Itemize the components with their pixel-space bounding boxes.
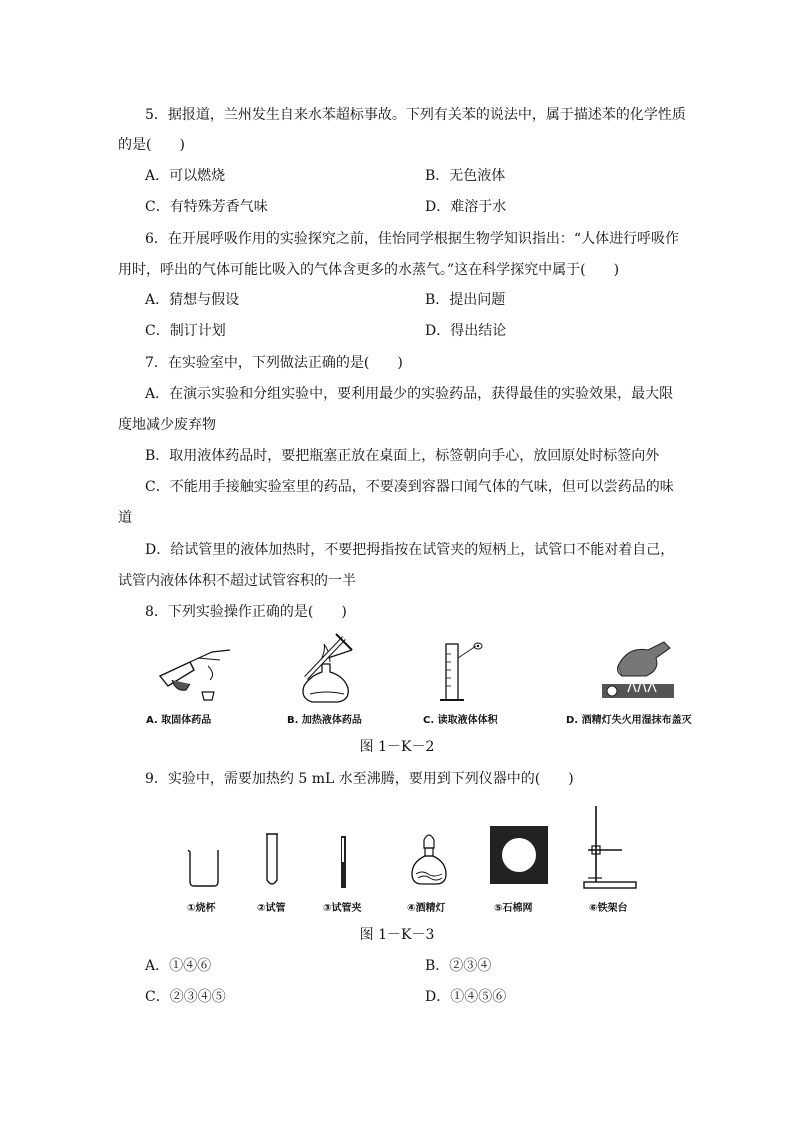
figure-c-label: C. 读取液体体积	[423, 715, 498, 726]
test-tube-illustration	[262, 832, 282, 890]
figure-b-label: B. 加热液体药品	[287, 715, 362, 726]
figure-b-heating-liquid-illustration	[292, 632, 362, 708]
figure-1-k-3-caption: 图 1－K－3	[359, 927, 435, 943]
q6-option-b: B．提出问题	[425, 292, 506, 308]
asbestos-gauze-label: ⑤石棉网	[494, 903, 533, 914]
figure-a-label: A. 取固体药品	[146, 715, 212, 726]
q7-option-d-line2: 试管内液体体积不超过试管容积的一半	[118, 573, 356, 589]
q7-option-d-line1: D．给试管里的液体加热时，不要把拇指按在试管夹的短柄上，试管口不能对着自己，	[145, 542, 675, 558]
q7-stem: 7．在实验室中，下列做法正确的是( )	[145, 355, 403, 371]
figure-d-label: D. 酒精灯失火用湿抹布盖灭	[566, 715, 692, 726]
figure-1-k-2-caption: 图 1－K－2	[359, 739, 435, 755]
q7-option-b: B．取用液体药品时，要把瓶塞正放在桌面上，标签朝向手心，放回原处时标签向外	[145, 448, 660, 464]
q9-option-d: D．①④⑤⑥	[425, 989, 507, 1005]
q5-option-c: C．有特殊芳香气味	[145, 199, 268, 215]
q6-option-d: D．得出结论	[425, 323, 507, 339]
q5-option-d: D．难溶于水	[425, 199, 507, 215]
figure-d-wet-cloth-illustration	[598, 636, 678, 708]
alcohol-lamp-label: ④酒精灯	[407, 903, 446, 914]
test-tube-label: ②试管	[257, 903, 286, 914]
q8-stem: 8．下列实验操作正确的是( )	[145, 604, 347, 620]
q7-option-a-line1: A．在演示实验和分组实验中，要利用最少的实验药品，获得最佳的实验效果，最大限	[145, 386, 674, 402]
beaker-label: ①烧杯	[187, 903, 216, 914]
q7-option-a-line2: 度地减少废弃物	[118, 417, 216, 433]
figure-c-reading-volume-illustration	[436, 640, 486, 706]
beaker-illustration	[184, 846, 224, 888]
q6-option-c: C．制订计划	[145, 323, 226, 339]
q6-stem-line1: 6．在开展呼吸作用的实验探究之前，佳怡同学根据生物学知识指出：“人体进行呼吸作	[145, 231, 680, 247]
q7-option-c-line1: C．不能用手接触实验室里的药品，不要凑到容器口闻气体的气味，但可以尝药品的味	[145, 479, 674, 495]
q9-option-b: B．②③④	[425, 958, 492, 974]
iron-stand-illustration	[582, 804, 638, 890]
q6-stem-line2: 用时，呼出的气体可能比吸入的气体含更多的水蒸气。”这在科学探究中属于( )	[118, 262, 620, 278]
test-tube-holder-illustration	[336, 834, 352, 890]
q9-option-c: C．②③④⑤	[145, 989, 226, 1005]
asbestos-gauze-illustration	[490, 826, 548, 884]
test-tube-holder-label: ③试管夹	[323, 903, 362, 914]
q9-option-a: A．①④⑥	[145, 958, 212, 974]
q6-option-a: A．猜想与假设	[145, 292, 240, 308]
q5-option-b: B．无色液体	[425, 168, 506, 184]
q5-stem-line1: 5．据报道，兰州发生自来水苯超标事故。下列有关苯的说法中，属于描述苯的化学性质	[145, 107, 686, 123]
figure-a-solid-reagent-illustration	[150, 640, 240, 708]
q5-option-a: A．可以燃烧	[145, 168, 226, 184]
alcohol-lamp-illustration	[408, 826, 450, 888]
q5-stem-line2: 的是( )	[118, 137, 185, 153]
q9-stem: 9．实验中，需要加热约 5 mL 水至沸腾，要用到下列仪器中的( )	[145, 771, 574, 787]
q7-option-c-line2: 道	[118, 510, 132, 526]
iron-stand-label: ⑥铁架台	[589, 903, 628, 914]
